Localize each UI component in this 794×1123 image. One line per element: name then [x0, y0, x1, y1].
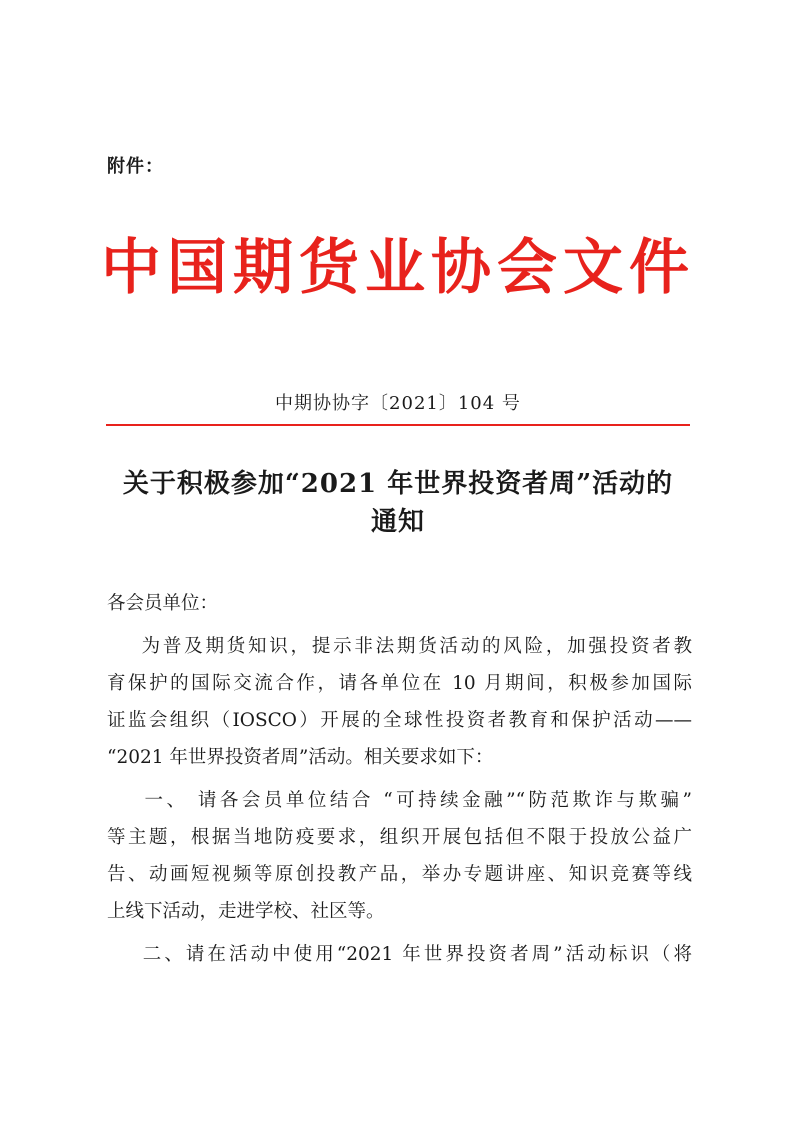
paragraph-intro [107, 628, 692, 776]
paragraph-line: 为普及期货知识，提示非法期货活动的风险，加强投资者教 [107, 636, 692, 657]
paragraph-line: 告、动画短视频等原创投教产品，举办专题讲座、知识竞赛等线 [107, 864, 692, 885]
paragraph-line: 二、请在活动中使用“2021 年世界投资者周”活动标识（将 [107, 944, 692, 965]
paragraph-item-one [107, 782, 692, 930]
masthead-title: 中国期货业协会文件 [101, 233, 695, 303]
paragraph-line: 育保护的国际交流合作，请各单位在 10 月期间，积极参加国际 [107, 673, 692, 694]
paragraph-line: 证监会组织（IOSCO）开展的全球性投资者教育和保护活动—— [107, 710, 692, 731]
salutation: 各会员单位： [107, 593, 219, 614]
document-title [100, 465, 696, 541]
paragraph-item-two [107, 936, 692, 973]
paragraph-line: 上线下活动，走进学校、社区等。 [107, 901, 385, 922]
paragraph-line: 等主题，根据当地防疫要求，组织开展包括但不限于投放公益广 [107, 827, 692, 848]
paragraph-line: “2021 年世界投资者周”活动。相关要求如下： [107, 747, 494, 768]
document-number: 中期协协字〔2021〕104 号 [275, 393, 521, 414]
document-body [107, 585, 692, 973]
document-title-line: 关于积极参加“2021 年世界投资者周”活动的 [122, 469, 674, 499]
document-title-line: 通知 [370, 507, 425, 537]
attachment-label: 附件： [107, 156, 164, 177]
paragraph-line: 一、 请各会员单位结合 “可持续金融”“防范欺诈与欺骗” [107, 790, 692, 811]
red-divider-line [106, 424, 690, 426]
